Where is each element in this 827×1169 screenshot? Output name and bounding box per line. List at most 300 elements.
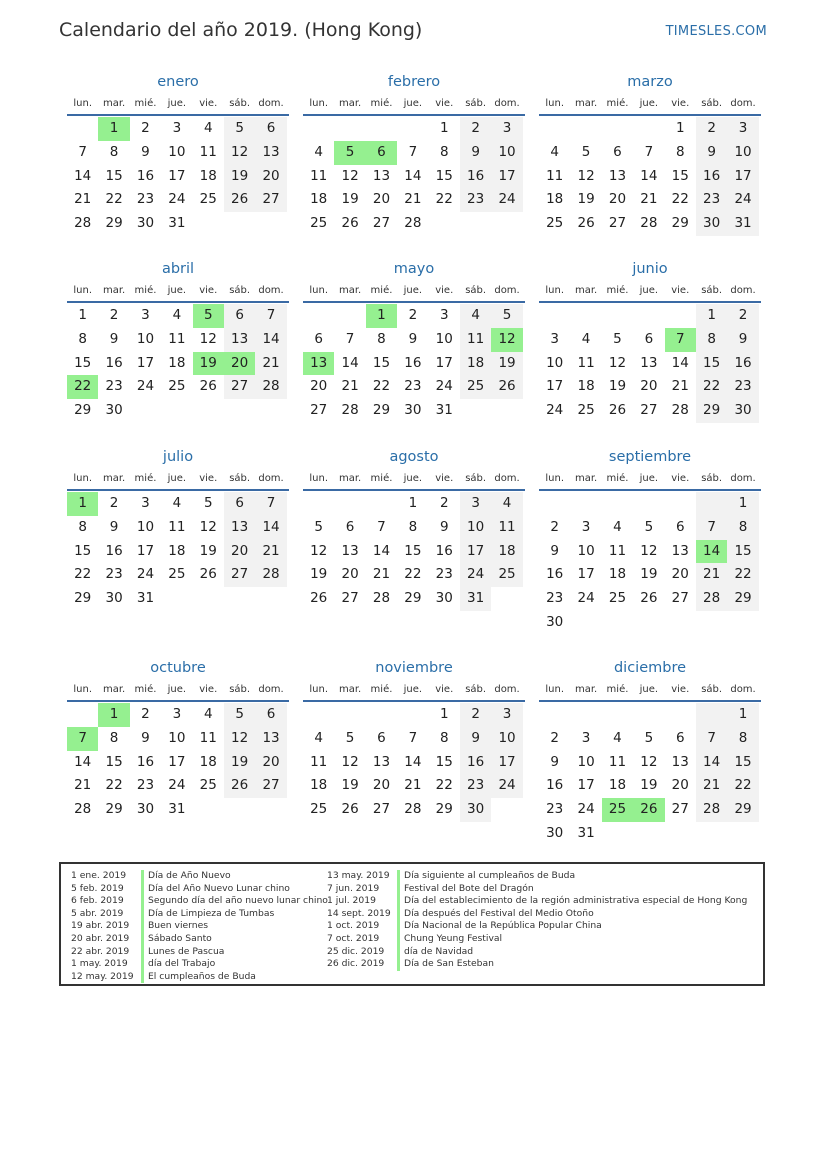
day-cell: 8 [439, 143, 449, 160]
weekday-label: dom. [258, 98, 284, 109]
day-cell: 19 [199, 542, 217, 559]
week-row [67, 304, 289, 328]
day-cell: 29 [727, 798, 758, 822]
day-cell: 11 [199, 143, 217, 160]
day-cell: 30 [105, 590, 123, 607]
day-cell: 30 [105, 402, 123, 419]
day-cell: 29 [435, 801, 453, 818]
day-cell: 23 [435, 566, 453, 583]
weekday-header [67, 281, 289, 301]
day-cell: 13 [671, 542, 689, 559]
week-row [67, 492, 289, 516]
day-cell: 25 [577, 402, 595, 419]
day-cell: 6 [314, 330, 323, 347]
weekday-label: mar. [102, 473, 126, 484]
header-rule [303, 700, 525, 702]
legend-row [327, 920, 747, 933]
day-cell: 9 [109, 518, 119, 535]
empty-day [539, 304, 570, 328]
day-cell: 9 [550, 542, 559, 559]
day-cell: 19 [640, 777, 658, 794]
day-cell: 21 [255, 352, 286, 376]
day-cell: 9 [408, 330, 418, 347]
week-row [539, 774, 761, 798]
day-cell: 8 [377, 330, 386, 347]
day-cell: 5 [581, 143, 591, 160]
day-cell: 14 [372, 542, 391, 559]
day-cell: 2 [408, 307, 418, 323]
day-cell: 31 [168, 801, 186, 818]
day-cell: 24 [435, 378, 453, 395]
day-cell: 29 [105, 215, 123, 232]
weekday-label: lun. [309, 98, 329, 109]
week-row [539, 751, 761, 775]
empty-day [460, 212, 491, 236]
week-row [539, 165, 761, 189]
weekday-label: vie. [435, 684, 454, 695]
day-cell: 18 [608, 777, 627, 794]
weekday-label: vie. [199, 684, 218, 695]
weekday-label: lun. [309, 285, 329, 296]
weekday-label: mié. [606, 473, 629, 484]
empty-day [602, 492, 633, 516]
weekday-label: jue. [639, 285, 659, 296]
legend-description: Día siguiente al cumpleaños de Buda [397, 870, 575, 883]
day-cell: 8 [109, 729, 119, 746]
month-agosto [303, 445, 525, 611]
day-cell: 28 [404, 215, 422, 232]
day-cell: 12 [640, 542, 658, 559]
week-row [67, 188, 289, 212]
legend-date: 1 may. 2019 [71, 958, 128, 970]
day-cell: 14 [74, 167, 92, 184]
day-cell: 9 [439, 518, 449, 535]
weekday-label: sáb. [229, 98, 251, 109]
legend-description: Día del Año Nuevo Lunar chino [141, 883, 290, 896]
legend-row [71, 870, 328, 883]
day-cell: 2 [727, 304, 758, 328]
weekday-header [67, 469, 289, 489]
week-row [303, 188, 525, 212]
day-cell: 4 [581, 330, 591, 347]
empty-day [539, 117, 570, 141]
day-cell: 8 [439, 729, 449, 746]
legend-column-left [71, 870, 328, 983]
week-row [539, 611, 761, 635]
day-cell: 4 [203, 120, 213, 136]
day-cell: 16 [460, 165, 491, 189]
legend-date: 12 may. 2019 [71, 970, 134, 982]
day-cell: 27 [224, 375, 255, 399]
day-cell: 6 [224, 492, 255, 516]
day-cell: 31 [435, 402, 453, 419]
day-cell: 24 [727, 188, 758, 212]
month-julio [67, 445, 289, 611]
legend-description: Festival del Bote del Dragón [397, 883, 534, 896]
empty-day [665, 822, 696, 846]
day-cell: 1 [727, 492, 758, 516]
empty-day [255, 399, 286, 423]
day-cell: 28 [255, 375, 286, 399]
day-cell: 7 [255, 304, 286, 328]
day-cell: 5 [644, 729, 654, 746]
day-cell: 10 [136, 518, 155, 535]
weekday-label: mié. [606, 98, 629, 109]
legend-date: 19 abr. 2019 [71, 920, 130, 932]
weekday-label: mié. [606, 285, 629, 296]
day-cell: 2 [696, 117, 727, 141]
day-cell: 23 [727, 375, 758, 399]
empty-day [602, 304, 633, 328]
day-cell: 22 [671, 191, 689, 208]
week-row [303, 492, 525, 516]
empty-day [67, 703, 98, 727]
day-cell: 2 [460, 117, 491, 141]
day-cell: 29 [404, 590, 422, 607]
day-cell: 8 [696, 328, 727, 352]
empty-day [67, 117, 98, 141]
day-cell: 11 [546, 167, 564, 184]
header-rule [303, 489, 525, 491]
day-cell: 3 [172, 706, 182, 722]
day-cell: 18 [546, 191, 564, 208]
weekday-label: lun. [545, 684, 565, 695]
legend-column-right [327, 870, 747, 971]
day-cell: 30 [136, 215, 155, 232]
day-cell: 8 [78, 518, 87, 535]
day-cell: 6 [345, 518, 355, 535]
empty-day [602, 703, 633, 727]
day-cell: 3 [460, 492, 491, 516]
weekday-label: sáb. [465, 684, 487, 695]
day-cell: 17 [491, 751, 522, 775]
empty-day [665, 611, 696, 635]
page-title: Calendario del año 2019. (Hong Kong) [59, 19, 423, 41]
day-cell: 24 [577, 590, 595, 607]
day-cell: 14 [671, 354, 689, 371]
day-cell: 31 [168, 215, 186, 232]
day-cell: 29 [105, 801, 123, 818]
empty-day [570, 492, 601, 516]
header-rule [539, 700, 761, 702]
legend-row [327, 883, 747, 896]
day-cell: 4 [491, 492, 522, 516]
day-cell: 15 [74, 542, 92, 559]
empty-day [570, 117, 601, 141]
empty-day [224, 798, 255, 822]
day-cell: 8 [109, 143, 119, 160]
day-cell: 23 [136, 777, 155, 794]
legend-row [327, 908, 747, 921]
day-cell: 30 [546, 824, 564, 841]
legend-row [327, 958, 747, 971]
day-cell: 27 [255, 774, 286, 798]
empty-day [460, 399, 491, 423]
weekday-header [303, 680, 525, 700]
day-cell: 21 [74, 191, 92, 208]
day-cell: 10 [168, 143, 186, 160]
header-rule [67, 489, 289, 491]
weekday-label: mié. [606, 684, 629, 695]
day-cell: 10 [435, 330, 453, 347]
legend-description: Sábado Santo [141, 933, 212, 946]
legend-row [71, 908, 328, 921]
weekday-header [539, 680, 761, 700]
weekday-header [539, 94, 761, 114]
holiday-day: 25 [602, 798, 633, 822]
day-cell: 13 [341, 542, 359, 559]
week-row [539, 727, 761, 751]
holiday-day: 5 [193, 304, 224, 328]
day-cell: 14 [404, 167, 422, 184]
week-row [303, 798, 525, 822]
empty-day [193, 399, 224, 423]
day-cell: 7 [78, 143, 87, 160]
weekday-label: sáb. [701, 684, 723, 695]
day-cell: 4 [613, 729, 622, 746]
week-row [67, 399, 289, 423]
day-cell: 3 [491, 117, 522, 141]
day-cell: 8 [408, 518, 418, 535]
empty-day [366, 492, 397, 516]
day-cell: 7 [345, 330, 355, 347]
day-cell: 12 [310, 542, 328, 559]
day-cell: 17 [491, 165, 522, 189]
day-cell: 16 [435, 542, 453, 559]
day-cell: 5 [224, 703, 255, 727]
day-cell: 19 [341, 191, 359, 208]
day-cell: 18 [310, 777, 328, 794]
weekday-header [303, 469, 525, 489]
week-row [303, 774, 525, 798]
day-cell: 30 [136, 801, 155, 818]
month-name: noviembre [375, 660, 453, 676]
day-cell: 21 [404, 777, 422, 794]
empty-day [602, 822, 633, 846]
brand-link[interactable]: TIMESLES.COM [665, 24, 767, 39]
weekday-label: jue. [403, 285, 423, 296]
weekday-label: jue. [639, 473, 659, 484]
day-cell: 29 [696, 399, 727, 423]
month-name: julio [162, 449, 194, 465]
day-cell: 22 [435, 777, 453, 794]
day-cell: 19 [310, 566, 328, 583]
weekday-label: dom. [258, 684, 284, 695]
day-cell: 17 [435, 354, 453, 371]
day-cell: 13 [640, 354, 658, 371]
empty-day [397, 703, 428, 727]
weekday-label: jue. [639, 684, 659, 695]
day-cell: 3 [550, 330, 559, 347]
weekday-label: jue. [167, 684, 187, 695]
month-marzo [539, 70, 761, 236]
empty-day [161, 587, 192, 611]
day-cell: 22 [404, 566, 422, 583]
day-cell: 10 [577, 542, 595, 559]
legend-date: 1 jul. 2019 [327, 895, 376, 907]
day-cell: 17 [136, 542, 155, 559]
week-row [539, 304, 761, 328]
day-cell: 11 [577, 354, 595, 371]
week-row [539, 492, 761, 516]
day-cell: 23 [136, 191, 155, 208]
weekday-label: mar. [574, 473, 598, 484]
day-cell: 24 [460, 563, 491, 587]
day-cell: 1 [408, 495, 418, 511]
day-cell: 13 [608, 167, 627, 184]
day-cell: 1 [78, 307, 87, 323]
legend-date: 25 dic. 2019 [327, 945, 385, 957]
day-cell: 13 [372, 753, 391, 770]
day-cell: 3 [172, 120, 182, 136]
weekday-label: dom. [730, 98, 756, 109]
month-abril [67, 257, 289, 423]
day-cell: 2 [109, 495, 119, 511]
weekday-header [67, 94, 289, 114]
day-cell: 25 [608, 590, 627, 607]
legend-date: 1 oct. 2019 [327, 920, 380, 932]
day-cell: 27 [671, 801, 689, 818]
week-row [67, 751, 289, 775]
day-cell: 4 [314, 729, 323, 746]
day-cell: 23 [460, 774, 491, 798]
month-junio [539, 257, 761, 423]
weekday-header [67, 680, 289, 700]
day-cell: 3 [141, 495, 150, 511]
day-cell: 19 [341, 777, 359, 794]
weekday-label: vie. [199, 473, 218, 484]
day-cell: 30 [404, 402, 422, 419]
empty-day [303, 117, 334, 141]
day-cell: 6 [255, 703, 286, 727]
day-cell: 1 [439, 120, 449, 136]
day-cell: 12 [199, 330, 217, 347]
day-cell: 28 [640, 215, 658, 232]
holiday-day: 26 [633, 798, 664, 822]
weekday-label: mar. [338, 285, 362, 296]
day-cell: 27 [640, 402, 658, 419]
empty-day [633, 611, 664, 635]
holiday-day: 6 [366, 141, 397, 165]
day-cell: 17 [136, 354, 155, 371]
day-cell: 23 [404, 378, 422, 395]
week-row [303, 563, 525, 587]
empty-day [491, 212, 522, 236]
legend-description: Lunes de Pascua [141, 946, 224, 959]
weekday-label: vie. [199, 98, 218, 109]
day-cell: 11 [608, 753, 627, 770]
day-cell: 29 [372, 402, 391, 419]
weekday-label: sáb. [229, 473, 251, 484]
day-cell: 24 [168, 191, 186, 208]
week-row [539, 188, 761, 212]
week-row [67, 563, 289, 587]
day-cell: 5 [314, 518, 323, 535]
day-cell: 4 [203, 706, 213, 722]
day-cell: 10 [491, 141, 522, 165]
day-cell: 15 [727, 751, 758, 775]
day-cell: 9 [550, 753, 559, 770]
day-cell: 11 [168, 518, 186, 535]
day-cell: 13 [224, 328, 255, 352]
week-row [303, 304, 525, 328]
weekday-label: dom. [494, 684, 520, 695]
day-cell: 10 [491, 727, 522, 751]
week-row [67, 141, 289, 165]
weekday-label: sáb. [229, 285, 251, 296]
day-cell: 30 [727, 399, 758, 423]
day-cell: 6 [613, 143, 622, 160]
day-cell: 27 [372, 215, 391, 232]
week-row [539, 328, 761, 352]
day-cell: 15 [404, 542, 422, 559]
empty-day [334, 117, 365, 141]
weekday-label: jue. [403, 473, 423, 484]
empty-day [633, 703, 664, 727]
day-cell: 26 [310, 590, 328, 607]
day-cell: 25 [310, 801, 328, 818]
day-cell: 13 [671, 753, 689, 770]
weekday-label: jue. [403, 98, 423, 109]
week-row [539, 540, 761, 564]
day-cell: 30 [435, 590, 453, 607]
weekday-label: vie. [435, 285, 454, 296]
day-cell: 2 [550, 729, 559, 746]
day-cell: 6 [224, 304, 255, 328]
day-cell: 26 [640, 590, 658, 607]
week-row [303, 587, 525, 611]
day-cell: 23 [105, 566, 123, 583]
weekday-label: mié. [134, 473, 157, 484]
weekday-label: jue. [639, 98, 659, 109]
holiday-day: 14 [696, 540, 727, 564]
empty-day [303, 703, 334, 727]
day-cell: 22 [727, 774, 758, 798]
header-rule [303, 114, 525, 116]
day-cell: 20 [640, 378, 658, 395]
day-cell: 5 [613, 330, 622, 347]
legend-row [71, 958, 328, 971]
day-cell: 26 [341, 215, 359, 232]
week-row [303, 375, 525, 399]
day-cell: 28 [74, 801, 92, 818]
month-name: septiembre [608, 449, 692, 465]
legend-date: 5 feb. 2019 [71, 882, 124, 894]
day-cell: 28 [404, 801, 422, 818]
day-cell: 23 [105, 378, 123, 395]
day-cell: 28 [372, 590, 391, 607]
day-cell: 15 [696, 352, 727, 376]
day-cell: 6 [675, 729, 685, 746]
day-cell: 20 [224, 540, 255, 564]
week-row [67, 352, 289, 376]
day-cell: 10 [168, 729, 186, 746]
day-cell: 13 [224, 516, 255, 540]
legend-row [327, 946, 747, 959]
day-cell: 9 [460, 141, 491, 165]
weekday-label: mié. [134, 285, 157, 296]
empty-day [602, 117, 633, 141]
day-cell: 17 [168, 167, 186, 184]
day-cell: 4 [460, 304, 491, 328]
empty-day [633, 304, 664, 328]
weekday-label: lun. [73, 684, 93, 695]
legend-date: 20 abr. 2019 [71, 932, 130, 944]
empty-day [570, 304, 601, 328]
holiday-day: 7 [665, 328, 696, 352]
day-cell: 19 [224, 165, 255, 189]
day-cell: 18 [460, 352, 491, 376]
